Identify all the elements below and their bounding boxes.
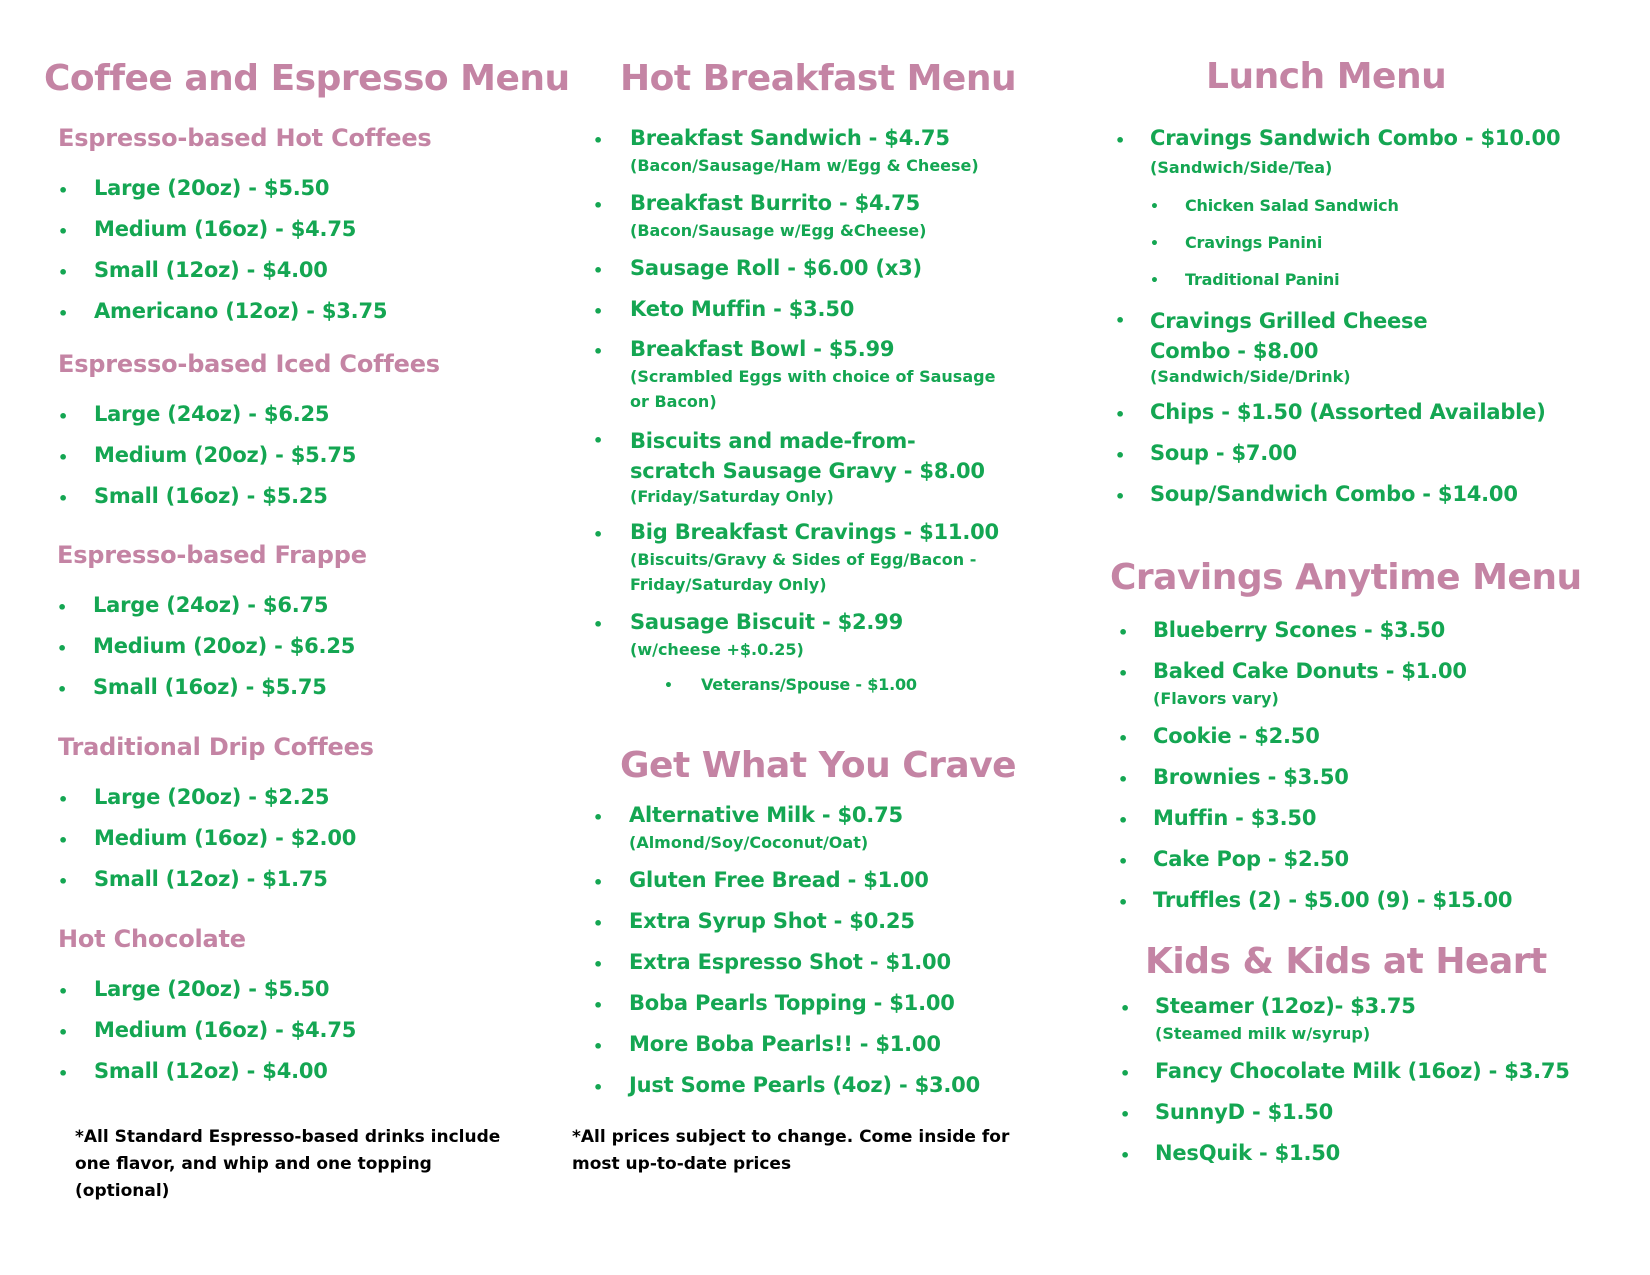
bullet-icon: • <box>593 302 604 321</box>
menu-item: Fancy Chocolate Milk (16oz) - $3.75 <box>1155 1059 1570 1083</box>
bullet-icon: • <box>593 914 604 933</box>
bullet-icon: • <box>1118 811 1129 830</box>
bullet-icon: • <box>1150 236 1159 252</box>
menu-item: Chips - $1.50 (Assorted Available) <box>1150 400 1546 424</box>
bullet-icon: • <box>593 996 604 1015</box>
bullet-icon: • <box>1150 199 1159 215</box>
menu-item: Extra Espresso Shot - $1.00 <box>629 950 951 974</box>
breakfast-menu-title: Hot Breakfast Menu <box>620 58 1017 99</box>
menu-item <box>630 426 990 508</box>
bullet-icon: • <box>593 1078 604 1097</box>
bullet-icon: • <box>593 196 604 215</box>
menu-item <box>630 610 903 659</box>
bullet-icon: • <box>58 222 69 241</box>
item-name: Breakfast Burrito - $4.75 <box>630 191 920 215</box>
item-name: Alternative Milk - $0.75 <box>629 803 903 827</box>
menu-item: Small (12oz) - $4.00 <box>94 1059 328 1083</box>
bullet-icon: • <box>1118 729 1129 748</box>
menu-item <box>630 520 1010 597</box>
menu-item: Medium (16oz) - $4.75 <box>94 217 357 241</box>
menu-item: Just Some Pearls (4oz) - $3.00 <box>629 1073 980 1097</box>
bullet-icon: • <box>1118 852 1129 871</box>
sandwich-option: Chicken Salad Sandwich <box>1185 196 1399 215</box>
item-name: Breakfast Bowl - $5.99 <box>630 337 895 361</box>
menu-item: Large (20oz) - $5.50 <box>94 176 330 200</box>
bullet-icon: • <box>664 678 673 694</box>
bullet-icon: • <box>593 615 604 634</box>
item-note: (Friday/Saturday Only) <box>630 487 834 506</box>
bullet-icon: • <box>58 263 69 282</box>
bullet-icon: • <box>593 342 604 361</box>
bullet-icon: • <box>1115 405 1126 424</box>
bullet-icon: • <box>593 261 604 280</box>
menu-item: Cookie - $2.50 <box>1153 724 1320 748</box>
kids-menu-title: Kids & Kids at Heart <box>1145 941 1547 982</box>
drip-coffees-heading: Traditional Drip Coffees <box>58 733 374 761</box>
menu-item: SunnyD - $1.50 <box>1155 1100 1334 1124</box>
prices-footnote: *All prices subject to change. Come inside for most up-to-date prices <box>572 1127 1010 1174</box>
menu-item: Soup - $7.00 <box>1150 441 1297 465</box>
menu-item: Large (20oz) - $2.25 <box>94 785 330 809</box>
bullet-icon: • <box>58 790 69 809</box>
item-note: (Scrambled Eggs with choice of Sausage or Bacon) <box>630 367 996 411</box>
item-note: (Steamed milk w/syrup) <box>1155 1024 1371 1043</box>
item-note: (Sandwich/Side/Drink) <box>1150 367 1351 386</box>
bullet-icon: • <box>58 304 69 323</box>
bullet-icon: • <box>593 431 604 450</box>
bullet-icon: • <box>1120 1105 1131 1124</box>
iced-coffees-heading: Espresso-based Iced Coffees <box>58 350 440 378</box>
menu-item <box>630 337 1010 414</box>
bullet-icon: • <box>1115 487 1126 506</box>
menu-item <box>629 803 903 852</box>
bullet-icon: • <box>1118 770 1129 789</box>
item-note: (Flavors vary) <box>1153 689 1279 708</box>
menu-item <box>630 256 922 280</box>
bullet-icon: • <box>1120 1064 1131 1083</box>
bullet-icon: • <box>58 489 69 508</box>
menu-item: Muffin - $3.50 <box>1153 806 1317 830</box>
sandwich-option: Cravings Panini <box>1185 233 1323 252</box>
bullet-icon: • <box>58 1064 69 1083</box>
menu-item: More Boba Pearls!! - $1.00 <box>629 1032 941 1056</box>
menu-item: Cake Pop - $2.50 <box>1153 847 1349 871</box>
bullet-icon: • <box>1118 664 1129 683</box>
bullet-icon: • <box>1120 999 1131 1018</box>
crave-menu-title: Get What You Crave <box>620 745 1017 786</box>
item-name: Steamer (12oz)- $3.75 <box>1155 994 1416 1018</box>
item-note: (Bacon/Sausage w/Egg &Cheese) <box>630 221 927 240</box>
bullet-icon: • <box>57 639 68 658</box>
item-name: Sausage Roll - $6.00 (x3) <box>630 256 922 280</box>
item-name: Breakfast Sandwich - $4.75 <box>630 126 950 150</box>
bullet-icon: • <box>593 1037 604 1056</box>
bullet-icon: • <box>1118 893 1129 912</box>
lunch-menu-title: Lunch Menu <box>1206 56 1447 97</box>
item-note: (Almond/Soy/Coconut/Oat) <box>629 833 869 852</box>
bullet-icon: • <box>1118 623 1129 642</box>
bullet-icon: • <box>58 872 69 891</box>
item-name: Sausage Biscuit - $2.99 <box>630 610 904 634</box>
bullet-icon: • <box>57 680 68 699</box>
item-note: (Sandwich/Side/Tea) <box>1150 158 1333 177</box>
sandwich-option: Traditional Panini <box>1185 270 1340 289</box>
bullet-icon: • <box>593 873 604 892</box>
bullet-icon: • <box>58 982 69 1001</box>
bullet-icon: • <box>593 525 604 544</box>
veterans-discount: Veterans/Spouse - $1.00 <box>701 675 917 694</box>
bullet-icon: • <box>58 448 69 467</box>
menu-item <box>1153 659 1467 708</box>
menu-item: NesQuik - $1.50 <box>1155 1141 1341 1165</box>
bullet-icon: • <box>593 131 604 150</box>
menu-item: Medium (16oz) - $2.00 <box>94 826 357 850</box>
menu-item <box>630 297 854 321</box>
menu-item: Small (16oz) - $5.75 <box>93 675 327 699</box>
menu-item: Extra Syrup Shot - $0.25 <box>629 909 915 933</box>
bullet-icon: • <box>58 407 69 426</box>
menu-item <box>630 191 926 240</box>
menu-item: Brownies - $3.50 <box>1153 765 1349 789</box>
menu-item: Soup/Sandwich Combo - $14.00 <box>1150 482 1518 506</box>
menu-item: Medium (16oz) - $4.75 <box>94 1018 357 1042</box>
menu-item: Truffles (2) - $5.00 (9) - $15.00 <box>1153 888 1513 912</box>
hot-chocolate-heading: Hot Chocolate <box>58 925 246 953</box>
menu-item: Medium (20oz) - $5.75 <box>94 443 357 467</box>
bullet-icon: • <box>57 598 68 617</box>
menu-item: Small (12oz) - $4.00 <box>94 258 328 282</box>
item-note: (Biscuits/Gravy & Sides of Egg/Bacon - Friday/Saturday Only) <box>630 550 977 594</box>
menu-item: Boba Pearls Topping - $1.00 <box>629 991 955 1015</box>
item-name: Cravings Sandwich Combo - $10.00 <box>1150 126 1561 150</box>
menu-item: Large (24oz) - $6.75 <box>93 593 329 617</box>
bullet-icon: • <box>58 831 69 850</box>
menu-item: Large (20oz) - $5.50 <box>94 977 330 1001</box>
menu-item: Gluten Free Bread - $1.00 <box>629 868 929 892</box>
coffee-menu-title: Coffee and Espresso Menu <box>44 58 570 99</box>
frappe-heading: Espresso-based Frappe <box>57 541 367 569</box>
menu-item: Medium (20oz) - $6.25 <box>93 634 356 658</box>
bullet-icon: • <box>1120 1146 1131 1165</box>
menu-item: Small (12oz) - $1.75 <box>94 867 328 891</box>
item-note: (w/cheese +$.0.25) <box>630 640 804 659</box>
bullet-icon: • <box>1150 273 1159 289</box>
menu-item: Americano (12oz) - $3.75 <box>94 299 388 323</box>
item-name: Cravings Grilled Cheese Combo - $8.00 <box>1150 309 1428 363</box>
item-name: Biscuits and made-from-scratch Sausage Gravy - $8.00 <box>630 429 985 483</box>
item-name: Baked Cake Donuts - $1.00 <box>1153 659 1467 683</box>
bullet-icon: • <box>1115 131 1126 150</box>
bullet-icon: • <box>593 955 604 974</box>
menu-item: Blueberry Scones - $3.50 <box>1153 618 1446 642</box>
menu-item <box>630 126 979 175</box>
bullet-icon: • <box>58 1023 69 1042</box>
bullet-icon: • <box>1115 311 1126 330</box>
menu-item <box>1155 994 1416 1043</box>
bullet-icon: • <box>593 808 604 827</box>
menu-item <box>1150 126 1560 177</box>
item-note: (Bacon/Sausage/Ham w/Egg & Cheese) <box>630 156 979 175</box>
bullet-icon: • <box>1115 446 1126 465</box>
menu-item <box>1150 306 1510 388</box>
menu-item: Large (24oz) - $6.25 <box>94 402 330 426</box>
espresso-footnote: *All Standard Espresso-based drinks include one flavor, and whip and one topping (optional) <box>75 1127 501 1201</box>
anytime-menu-title: Cravings Anytime Menu <box>1110 557 1582 598</box>
item-name: Big Breakfast Cravings - $11.00 <box>630 520 999 544</box>
bullet-icon: • <box>58 181 69 200</box>
menu-item: Small (16oz) - $5.25 <box>94 484 328 508</box>
item-name: Keto Muffin - $3.50 <box>630 297 855 321</box>
hot-coffees-heading: Espresso-based Hot Coffees <box>58 124 432 152</box>
